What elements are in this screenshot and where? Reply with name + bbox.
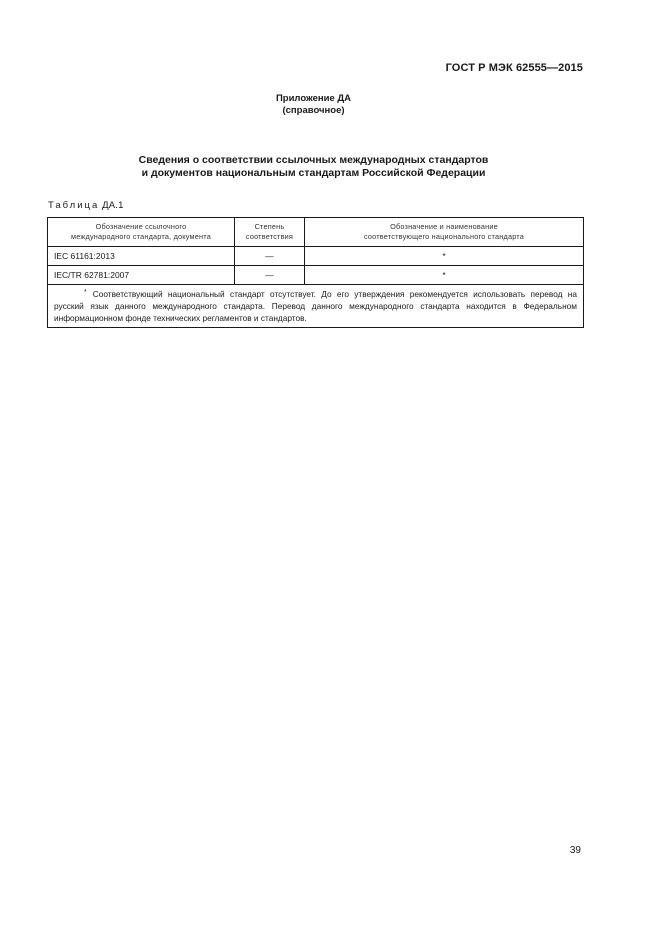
header-degree-line-1: Степень — [254, 222, 285, 231]
page-number: 39 — [569, 845, 581, 856]
table-header-row — [48, 218, 584, 247]
correspondence-table — [47, 217, 584, 328]
table-caption-number: ДА.1 — [102, 200, 124, 211]
table-caption — [48, 200, 124, 211]
document-title — [0, 154, 627, 180]
cell-degree: — — [235, 266, 305, 285]
header-degree-line-2: соответствия — [245, 232, 294, 241]
footnote-mark: * — [84, 289, 87, 296]
header-reference-standard — [48, 218, 235, 247]
appendix-title: Приложение ДА — [275, 93, 352, 104]
document-title-line-2: и документов национальным стандартам Российской Федерации — [141, 167, 486, 179]
table-row — [48, 266, 584, 285]
cell-degree: — — [235, 247, 305, 266]
appendix-heading — [0, 93, 627, 117]
table-footnote — [48, 285, 584, 328]
header-national-standard-line-2: соответствующего национального стандарта — [363, 232, 525, 241]
header-degree — [235, 218, 305, 247]
table-footnote-row — [48, 285, 584, 328]
header-reference-standard-line-1: Обозначение ссылочного — [95, 222, 187, 231]
header-national-standard — [305, 218, 584, 247]
standard-designation: ГОСТ Р МЭК 62555—2015 — [445, 62, 583, 74]
appendix-subtitle: (справочное) — [282, 105, 345, 116]
cell-national-standard: * — [305, 266, 584, 285]
footnote-text: Соответствующий национальный стандарт отсутствует. До его утверждения рекомендуется использовать перевод на русский язык данного международного стандарта. Перевод данного международного стандарта находится в Федеральном информационном фонде технических регламентов и стандартов. — [54, 289, 577, 323]
header-reference-standard-line-2: международного стандарта, документа — [71, 232, 211, 241]
cell-reference-standard: IEC 61161:2013 — [48, 247, 235, 266]
table-caption-word: Таблица — [48, 200, 100, 211]
cell-reference-standard: IEC/TR 62781:2007 — [48, 266, 235, 285]
cell-national-standard: * — [305, 247, 584, 266]
table-row — [48, 247, 584, 266]
header-national-standard-line-1: Обозначение и наименование — [390, 222, 498, 231]
document-title-line-1: Сведения о соответствии ссылочных международных стандартов — [138, 154, 489, 166]
